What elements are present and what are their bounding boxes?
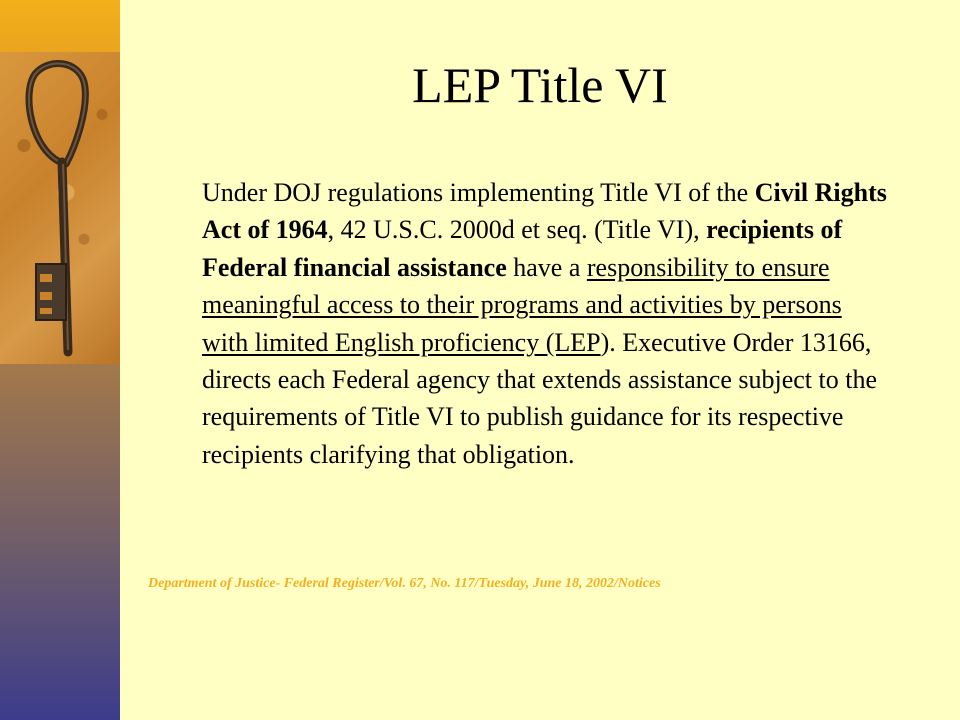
citation-text: Department of Justice- Federal Register/Vol. 67, No. 117/Tuesday, June 18, 2002/Notices bbox=[148, 576, 661, 591]
slide-title: LEP Title VI bbox=[412, 57, 668, 113]
paragraph-text: , 42 U.S.C. 2000d et seq. (Title VI), bbox=[327, 215, 707, 245]
paragraph-text: Under DOJ regulations implementing Title VI of the bbox=[202, 178, 755, 207]
paragraph-text: ). Executive Order 13166, directs each Federal agency that extends assistance subject to the requirements of Title VI to publish guidance for its respective recipients clarifying that obligation. bbox=[202, 327, 878, 469]
key-photo bbox=[0, 52, 120, 364]
body-paragraph bbox=[174, 174, 894, 473]
responsibility-text: responsibility to ensure meaningful access to their programs and activities by persons with limited English proficiency (LEP bbox=[202, 252, 842, 357]
recipients-text: recipients of Federal financial assistance bbox=[202, 215, 843, 282]
paragraph-text: have a bbox=[506, 252, 587, 282]
key-icon bbox=[0, 52, 120, 364]
civil-rights-act-text: Civil Rights Act of 1964 bbox=[202, 178, 887, 245]
